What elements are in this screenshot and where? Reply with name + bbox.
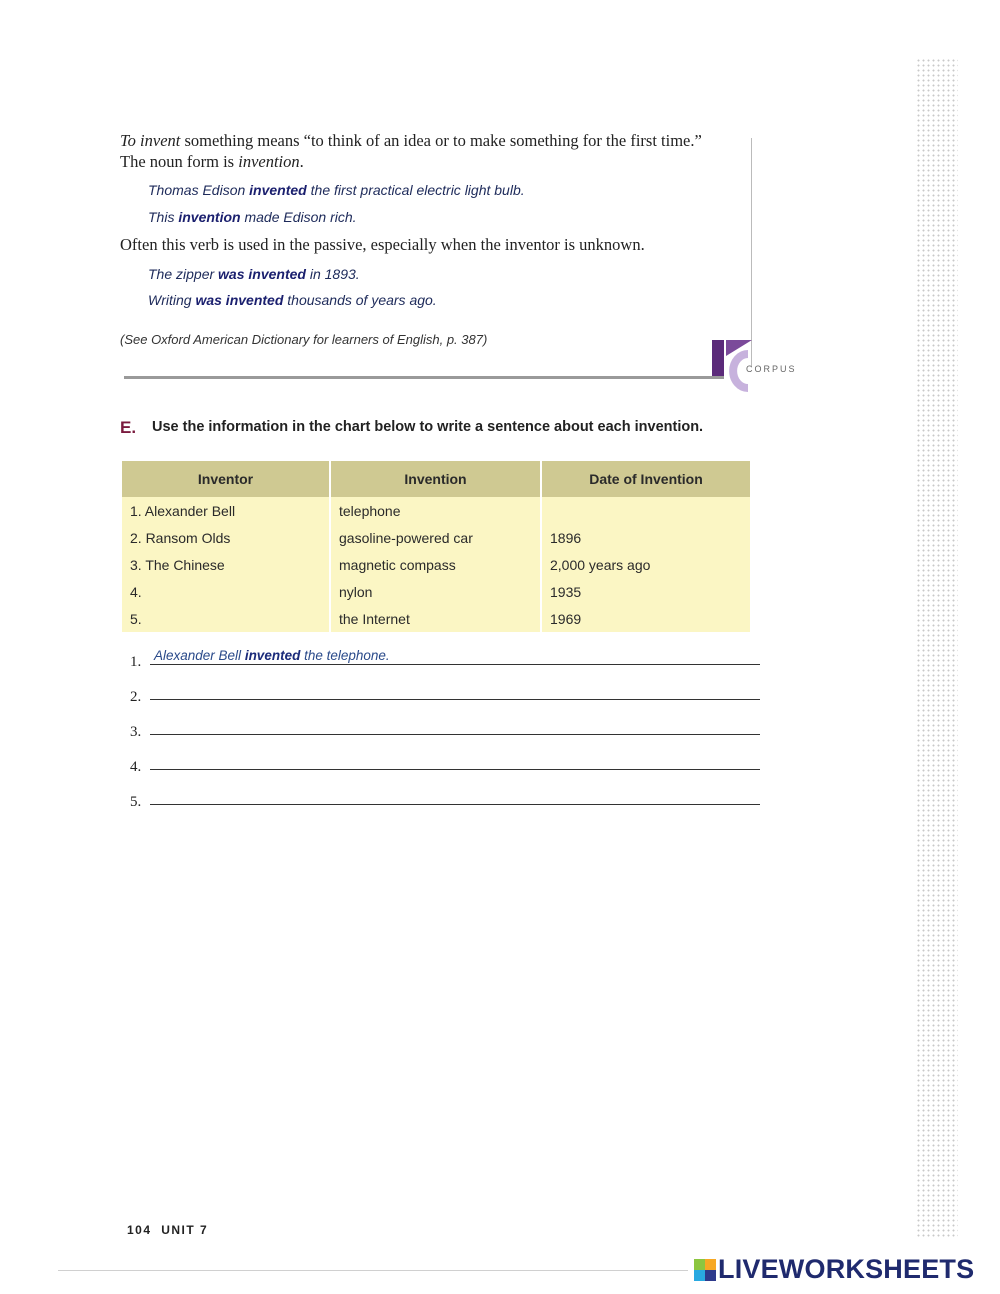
answer-line — [150, 804, 760, 805]
answer-line — [150, 734, 760, 735]
definition-period: . — [299, 152, 304, 171]
definition-text: something means “to think of an idea or to make something for the first time.” The noun form is — [120, 131, 702, 171]
example-sentence-2: This invention made Edison rich. — [148, 209, 357, 225]
icon-tile — [694, 1259, 705, 1270]
cell-inventor: 2. Ransom Olds — [122, 524, 330, 551]
cell-inventor: 5. — [122, 605, 330, 632]
answer-number: 1. — [130, 654, 142, 670]
answer-line — [150, 699, 760, 700]
answer-number: 2. — [130, 689, 142, 705]
table-row — [122, 524, 750, 551]
footer-rule — [58, 1270, 688, 1271]
icon-tile — [705, 1270, 716, 1281]
answer-line — [150, 664, 760, 665]
answer-row-3 — [130, 720, 760, 755]
example-sentence-4: Writing was invented thousands of years ago. — [148, 292, 437, 308]
passive-note: Often this verb is used in the passive, especially when the inventor is unknown. — [120, 235, 645, 254]
example-sentence-1: Thomas Edison invented the first practical electric light bulb. — [148, 182, 525, 198]
cell-inventor: 1. Alexander Bell — [122, 497, 330, 524]
page-footer — [127, 1223, 208, 1237]
answer-lines — [130, 650, 760, 825]
vocabulary-box — [120, 128, 752, 378]
answer-number: 4. — [130, 759, 142, 775]
cell-inventor: 4. — [122, 578, 330, 605]
answer-row-1 — [130, 650, 760, 685]
cell-invention: nylon — [330, 578, 541, 605]
cell-invention: the Internet — [330, 605, 541, 632]
liveworksheets-logo[interactable] — [694, 1254, 974, 1285]
table-row — [122, 578, 750, 605]
answer-input[interactable]: Alexander Bell invented the telephone. — [154, 648, 390, 663]
icon-tile — [694, 1270, 705, 1281]
vocab-box-right-rule — [751, 138, 752, 366]
brand-name: LIVEWORKSHEETS — [718, 1254, 975, 1284]
dotted-margin-pattern — [916, 58, 958, 1238]
page-number: 104 — [127, 1223, 152, 1237]
vocab-box-bottom-rule — [124, 376, 724, 379]
cell-date: 2,000 years ago — [541, 551, 750, 578]
cell-invention: magnetic compass — [330, 551, 541, 578]
header-inventor: Inventor — [122, 461, 330, 497]
exercise-label: E. — [120, 418, 137, 437]
header-date: Date of Invention — [541, 461, 750, 497]
cell-inventor: 3. The Chinese — [122, 551, 330, 578]
answer-line — [150, 769, 760, 770]
answer-number: 5. — [130, 794, 142, 810]
answer-row-2 — [130, 685, 760, 720]
corpus-label: CORPUS — [746, 364, 797, 374]
cell-date — [541, 497, 750, 524]
cell-date: 1969 — [541, 605, 750, 632]
table-row — [122, 605, 750, 632]
definition-term: To invent — [120, 131, 181, 150]
table-row — [122, 497, 750, 524]
answer-row-5 — [130, 790, 760, 825]
answer-row-4 — [130, 755, 760, 790]
dictionary-source: (See Oxford American Dictionary for learners of English, p. 387) — [120, 332, 488, 347]
chart-header-row — [122, 461, 750, 497]
unit-label: UNIT 7 — [161, 1223, 209, 1237]
inventions-chart — [122, 461, 750, 632]
cell-invention: gasoline-powered car — [330, 524, 541, 551]
liveworksheets-icon — [694, 1259, 716, 1281]
table-row — [122, 551, 750, 578]
definition-paragraph — [120, 130, 730, 172]
noun-form: invention — [238, 152, 300, 171]
cell-invention: telephone — [330, 497, 541, 524]
cell-date: 1896 — [541, 524, 750, 551]
icon-tile — [705, 1259, 716, 1270]
answer-number: 3. — [130, 724, 142, 740]
cell-date: 1935 — [541, 578, 750, 605]
header-invention: Invention — [330, 461, 541, 497]
exercise-instruction: Use the information in the chart below to write a sentence about each invention. — [152, 419, 704, 435]
example-sentence-3: The zipper was invented in 1893. — [148, 266, 360, 282]
